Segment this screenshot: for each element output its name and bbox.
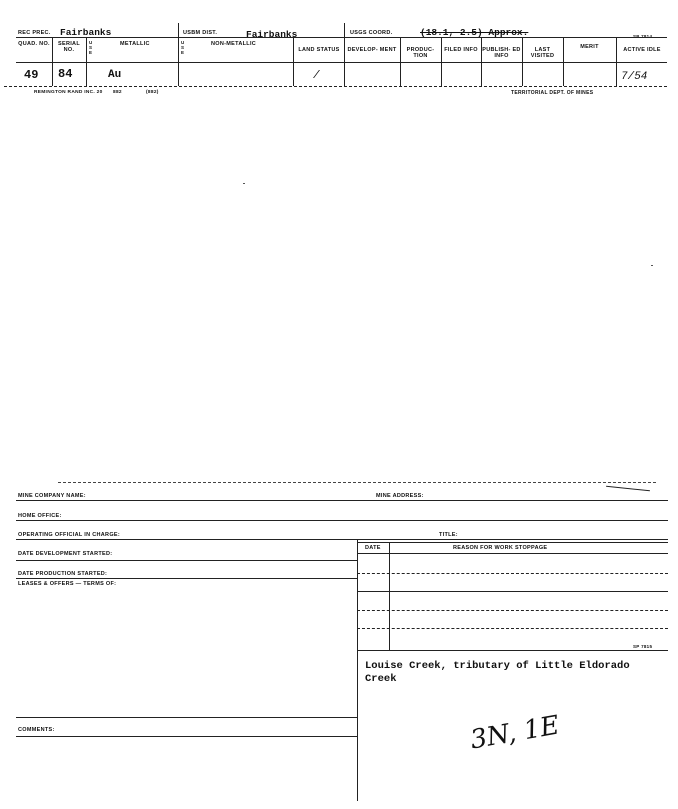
date-development-started-label: DATE DEVELOPMENT STARTED: bbox=[18, 551, 113, 557]
rule-header-bottom bbox=[16, 62, 667, 63]
col-published-info: PUBLISH- ED INFO bbox=[482, 47, 521, 59]
home-office-label: HOME OFFICE: bbox=[18, 513, 62, 519]
col-serial-no: SERIAL NO. bbox=[58, 41, 80, 53]
footer-code-2: (882) bbox=[146, 90, 159, 95]
value-land-status: / bbox=[313, 70, 320, 82]
value-active-idle: 7/54 bbox=[621, 71, 648, 83]
leases-offers-label: LEASES & OFFERS — TERMS OF: bbox=[18, 581, 117, 587]
title-label: TITLE: bbox=[439, 532, 458, 538]
footer-right: TERRITORIAL DEPT. OF MINES bbox=[511, 90, 594, 96]
value-serial-no: 84 bbox=[58, 67, 73, 81]
col-quad-no: QUAD. NO. bbox=[18, 41, 50, 47]
comments-label: COMMENTS: bbox=[18, 727, 55, 733]
col-use-mark-2: U S E bbox=[181, 40, 185, 55]
handwritten-township-note: 3N, 1E bbox=[468, 710, 562, 756]
mine-company-name-label: MINE COMPANY NAME: bbox=[18, 493, 86, 499]
rule-top bbox=[16, 37, 667, 38]
rec-prec-label: REC PREC. bbox=[18, 30, 51, 36]
location-description: Louise Creek, tributary of Little Eldorado Creek bbox=[365, 660, 630, 685]
date-label: DATE bbox=[365, 545, 381, 551]
rec-prec-value: Fairbanks bbox=[60, 27, 112, 38]
value-quad-no: 49 bbox=[24, 68, 39, 82]
value-metallic: Au bbox=[108, 69, 122, 81]
reason-work-stoppage-label: REASON FOR WORK STOPPAGE bbox=[453, 545, 548, 551]
usgs-coord-label: USGS COORD. bbox=[350, 30, 393, 36]
col-metallic: METALLIC bbox=[120, 41, 150, 47]
usbm-dist-label: USBM DIST. bbox=[183, 30, 218, 36]
mine-address-label: MINE ADDRESS: bbox=[376, 493, 424, 499]
operating-official-label: OPERATING OFFICIAL IN CHARGE: bbox=[18, 532, 120, 538]
col-production: PRODUC- TION bbox=[406, 47, 435, 59]
col-development: DEVELOP- MENT bbox=[347, 47, 397, 53]
col-last-visited: LAST VISITED bbox=[530, 47, 555, 59]
date-production-started-label: DATE PRODUCTION STARTED: bbox=[18, 571, 108, 577]
col-merit: MERIT bbox=[580, 44, 599, 50]
speck bbox=[243, 183, 245, 184]
col-active-idle: ACTIVE IDLE bbox=[623, 47, 661, 53]
rule-values-bottom bbox=[4, 86, 667, 87]
pen-stroke bbox=[606, 486, 650, 492]
col-use-mark: U S E bbox=[89, 40, 93, 55]
usgs-coord-value: (18.1, 2.5) Approx. bbox=[420, 27, 529, 38]
col-filed-info: FILED INFO bbox=[444, 47, 478, 53]
col-land-status: LAND STATUS bbox=[298, 47, 340, 53]
form-number-bottom: SP 7815 bbox=[633, 644, 653, 649]
footer-code: 882 bbox=[113, 90, 122, 95]
footer-left: REMINGTON RAND INC. 20 bbox=[34, 90, 103, 95]
form-number-top: SP 7814 bbox=[633, 34, 653, 39]
col-non-metallic: NON-METALLIC bbox=[211, 41, 257, 47]
speck bbox=[651, 265, 653, 266]
usbm-dist-value: Fairbanks bbox=[246, 29, 298, 40]
